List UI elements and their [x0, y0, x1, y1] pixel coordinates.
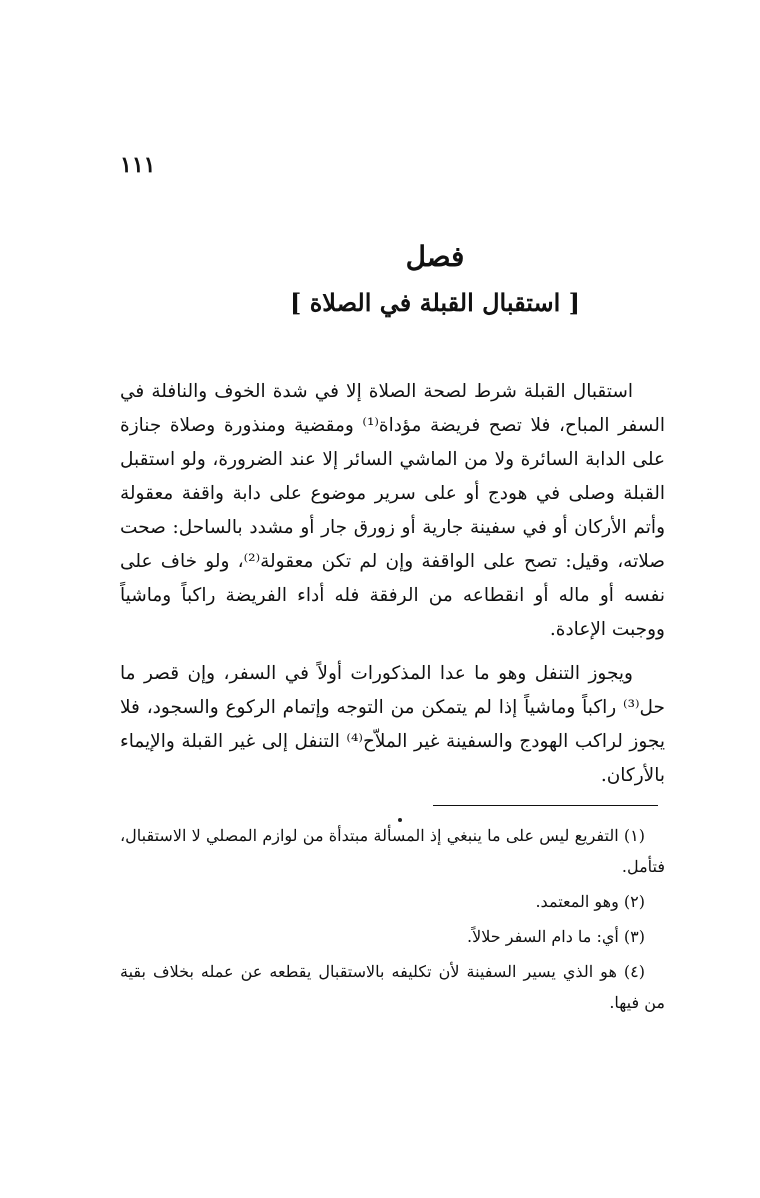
chapter-heading: فصل	[405, 240, 465, 273]
paragraph: استقبال القبلة شرط لصحة الصلاة إلا في شدة الخوف والنافلة في السفر المباح، فلا تصح فريضة مؤداة⁽¹⁾ ومقضية ومنذورة وصلاة جنازة على الدابة السائرة ولا من الماشي السائر إلا عند الضرورة، ولو استقبل القبلة وصلى في هودج أو على سرير موضوع على دابة واقفة معقولة وأتم الأركان أو في سفينة جارية أو زورق جار أو مشدد بالساحل: صحت صلاته، وقيل: تصح على الواقفة وإن لم تكن معقولة⁽²⁾، ولو خاف على نفسه أو ماله أو انقطاعه من الرفقة فله أداء الفريضة راكباً وماشياً ووجبت الإعادة.	[120, 381, 665, 640]
page-number: ١١١	[120, 152, 156, 178]
paragraph: ويجوز التنفل وهو ما عدا المذكورات أولاً في السفر، وإن قصر ما حل⁽³⁾ راكباً وماشياً إذا لم يتمكن من التوجه وإتمام الركوع والسجود، فلا يجوز لراكب الهودج والسفينة غير الملاّح⁽⁴⁾ التنفل إلى غير القبلة والإيماء بالأركان.	[120, 663, 665, 786]
footnote: (٣) أي: ما دام السفر حلالاً.	[467, 927, 645, 946]
footnote-separator	[433, 805, 658, 806]
footnote: (٤) هو الذي يسير السفينة لأن تكليفه بالاستقبال يقطعه عن عمله بخلاف بقية من فيها.	[120, 962, 665, 1012]
footnotes	[120, 820, 665, 1018]
body-text	[120, 375, 665, 793]
footnote: (١) التفريع ليس على ما ينبغي إذ المسألة مبتدأة من لوازم المصلي لا الاستقبال، فتأمل.	[120, 826, 665, 876]
chapter-subtitle: [ استقبال القبلة في الصلاة ]	[290, 288, 580, 317]
footnote: (٢) وهو المعتمد.	[535, 892, 645, 911]
